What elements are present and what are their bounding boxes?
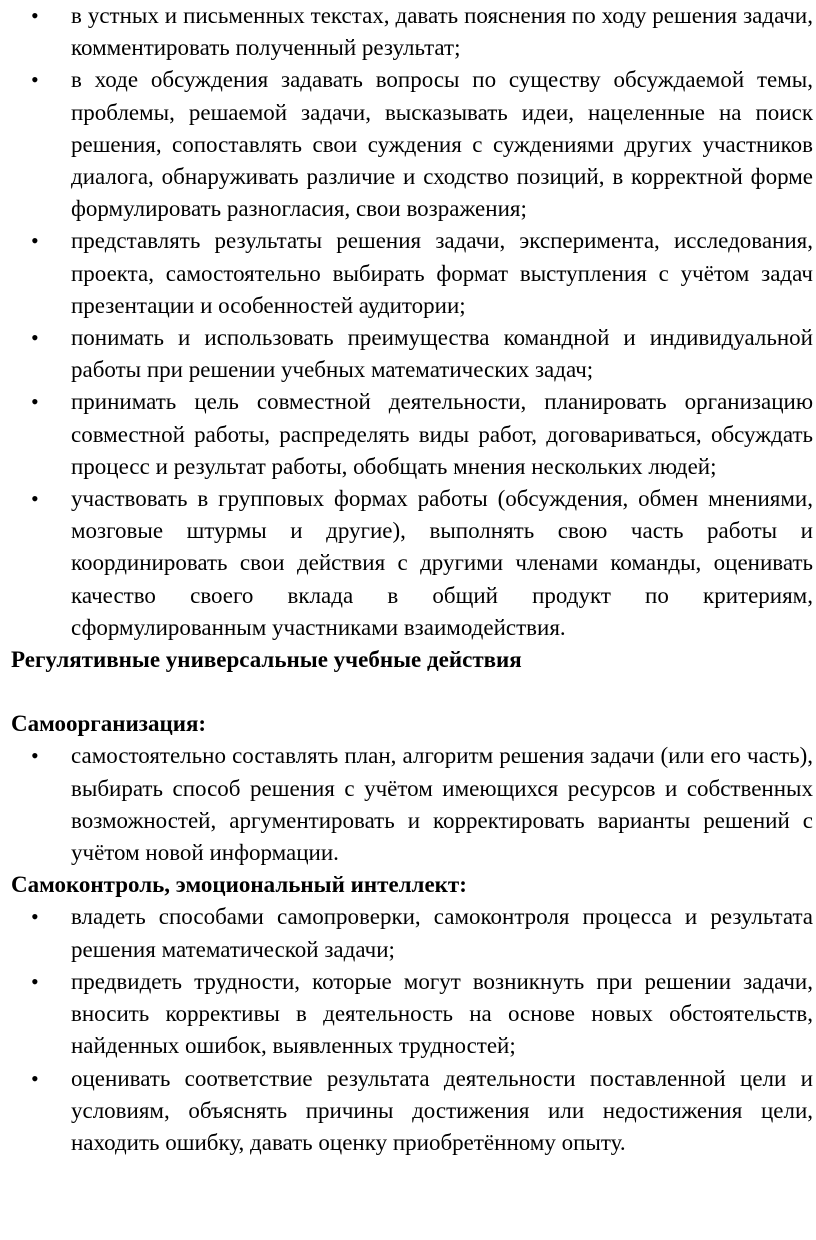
- self-control-list: [11, 901, 813, 1159]
- blank-line: [11, 676, 813, 708]
- communication-list: [11, 0, 813, 644]
- list-item: • принимать цель совместной деятельности, планировать организацию совместной работы, распределять виды работ, договариваться, обсуждать процесс и результат работы, обобщать мнения нескольких людей;: [11, 386, 813, 483]
- self-organization-heading: Самоорганизация:: [11, 711, 207, 737]
- regulative-heading: Регулятивные универсальные учебные действия: [11, 647, 522, 673]
- list-item: • владеть способами самопроверки, самоконтроля процесса и результата решения математической задачи;: [11, 901, 813, 965]
- list-item: • понимать и использовать преимущества командной и индивидуальной работы при решении учебных математических задач;: [11, 322, 813, 386]
- list-item: • в ходе обсуждения задавать вопросы по существу обсуждаемой темы, проблемы, решаемой задачи, высказывать идеи, нацеленные на поиск решения, сопоставлять свои суждения с суждениями других участников диалога, обнаруживать различие и сходство позиций, в корректной форме формулировать разногласия, свои возражения;: [11, 64, 813, 225]
- list-item: • участвовать в групповых формах работы (обсуждения, обмен мнениями, мозговые штурмы и другие), выполнять свою часть работы и координировать свои действия с другими членами команды, оценивать качество своего вклада в общий продукт по критериям, сформулированным участниками взаимодействия.: [11, 483, 813, 644]
- list-item: • самостоятельно составлять план, алгоритм решения задачи (или его часть), выбирать способ решения с учётом имеющихся ресурсов и собственных возможностей, аргументировать и корректировать варианты решений с учётом новой информации.: [11, 740, 813, 869]
- self-organization-list: [11, 740, 813, 869]
- self-control-heading: Самоконтроль, эмоциональный интеллект:: [11, 872, 467, 898]
- list-item: • оценивать соответствие результата деятельности поставленной цели и условиям, объяснять причины достижения или недостижения цели, находить ошибку, давать оценку приобретённому опыту.: [11, 1063, 813, 1160]
- list-item: • предвидеть трудности, которые могут возникнуть при решении задачи, вносить коррективы в деятельность на основе новых обстоятельств, найденных ошибок, выявленных трудностей;: [11, 966, 813, 1063]
- list-item: • представлять результаты решения задачи, эксперимента, исследования, проекта, самостоятельно выбирать формат выступления с учётом задач презентации и особенностей аудитории;: [11, 225, 813, 322]
- list-item: • в устных и письменных текстах, давать пояснения по ходу решения задачи, комментировать полученный результат;: [11, 0, 813, 64]
